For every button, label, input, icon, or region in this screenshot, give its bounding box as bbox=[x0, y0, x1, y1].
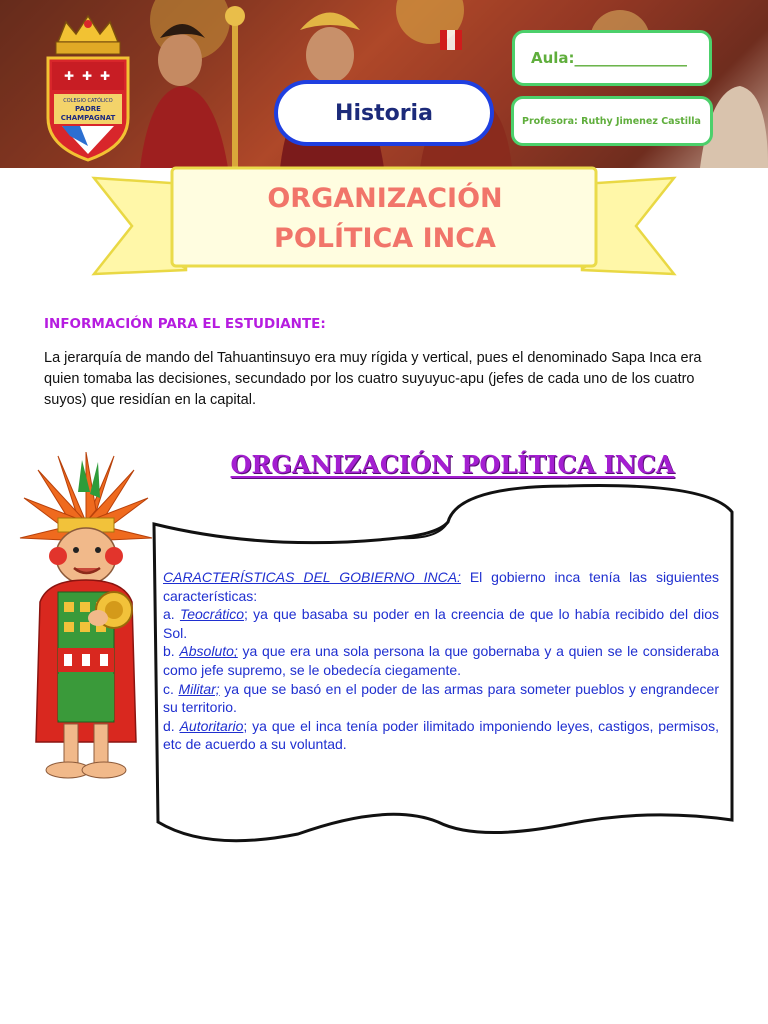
characteristics-text bbox=[163, 568, 719, 754]
header-banner bbox=[0, 0, 768, 168]
item-term: Autoritario bbox=[179, 717, 244, 734]
aula-field[interactable] bbox=[512, 30, 712, 86]
item-text: ; ya que basaba su poder en la creencia de que lo había recibido del dios Sol. bbox=[163, 606, 719, 641]
item-term: Absoluto; bbox=[179, 643, 238, 660]
info-paragraph: La jerarquía de mando del Tahuantinsuyo era muy rígida y vertical, pues el denominado Sapa Inca era quien tomaba las decisiones, secundado por los cuatro suyuyuc-apu (jefes de cada uno de los cuatro suyos) que residían en la capital. bbox=[44, 350, 702, 408]
school-crest-icon bbox=[40, 14, 136, 164]
crest-line-3: CHAMPAGNAT bbox=[60, 114, 116, 122]
crest-line-2: PADRE bbox=[75, 105, 101, 113]
item-term: Teocrático bbox=[179, 606, 245, 623]
svg-text:✚: ✚ bbox=[100, 69, 111, 83]
item-prefix: d. bbox=[163, 717, 180, 734]
item-prefix: a. bbox=[163, 606, 180, 623]
characteristic-item bbox=[163, 717, 719, 754]
aula-label: Aula:_______________ bbox=[531, 49, 688, 67]
inca-warrior-illustration bbox=[18, 452, 154, 786]
characteristics-heading: CARACTERÍSTICAS DEL GOBIERNO INCA: bbox=[163, 569, 461, 585]
teacher-label: Profesora: Ruthy Jimenez Castilla bbox=[522, 115, 701, 127]
section-title: ORGANIZACIÓN POLÍTICA INCA bbox=[230, 450, 675, 479]
item-prefix: b. bbox=[163, 643, 180, 660]
characteristics-intro-text: El gobierno inca tenía las siguientes características: bbox=[163, 569, 719, 604]
main-title-line-2: POLÍTICA INCA bbox=[274, 223, 496, 254]
main-title bbox=[175, 170, 595, 268]
characteristic-item bbox=[163, 642, 719, 679]
main-title-line-1: ORGANIZACIÓN bbox=[267, 183, 503, 214]
svg-text:✚: ✚ bbox=[82, 69, 93, 83]
subject-label: Historia bbox=[335, 100, 433, 126]
crest-line-1: COLEGIO CATÓLICO bbox=[63, 98, 113, 104]
characteristic-item bbox=[163, 605, 719, 642]
svg-text:✚: ✚ bbox=[64, 69, 75, 83]
item-text: ya que se basó en el poder de las armas para someter pueblos y engrandecer su territorio. bbox=[163, 680, 719, 716]
item-term: Militar; bbox=[178, 680, 220, 697]
subject-pill bbox=[274, 80, 494, 146]
info-heading: INFORMACIÓN PARA EL ESTUDIANTE: bbox=[44, 316, 326, 332]
teacher-box bbox=[511, 96, 713, 146]
item-text: ya que era una sola persona la que gobernaba y a quien se le consideraba como jefe supremo, se le obedecía ciegamente. bbox=[163, 643, 720, 678]
item-text: ; ya que el inca tenía poder ilimitado imponiendo leyes, castigos, permisos, etc de acuerdo a su voluntad. bbox=[163, 717, 719, 753]
characteristics-intro bbox=[163, 568, 719, 605]
item-prefix: c. bbox=[163, 680, 179, 697]
characteristic-item bbox=[163, 680, 719, 717]
